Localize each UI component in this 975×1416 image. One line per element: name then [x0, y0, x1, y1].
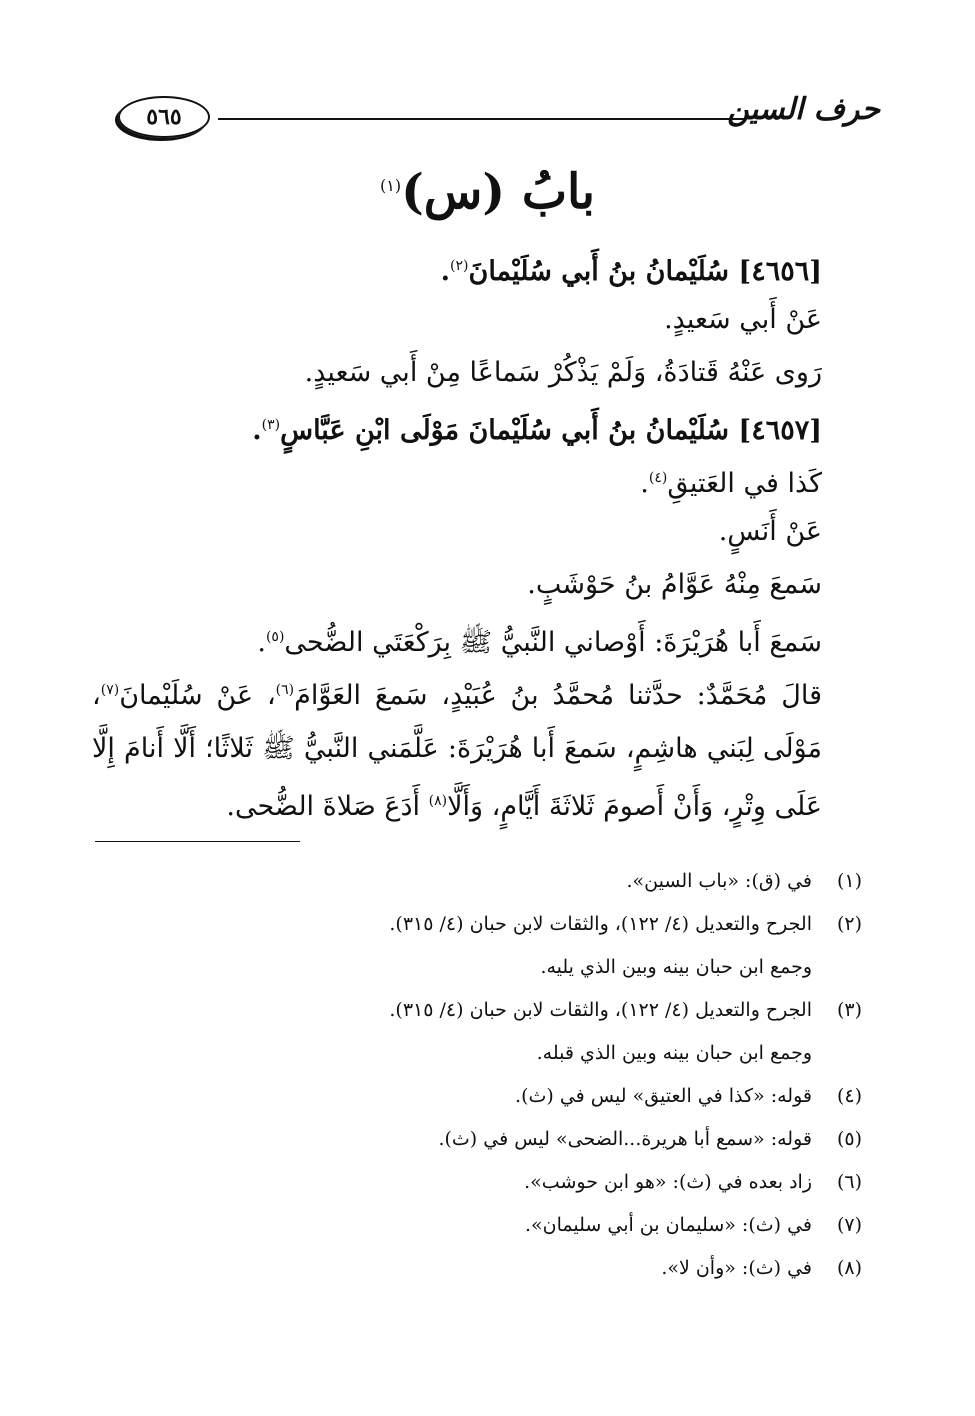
footnote-ref: (٢) [450, 258, 469, 274]
footnote [92, 1204, 862, 1247]
footnote-number: (٣) [836, 999, 862, 1021]
header-rule [218, 118, 744, 120]
page-header [110, 92, 880, 144]
footnote-text: الجرح والتعديل (٤/ ١٢٢)، والثقات لابن حبان (٤/ ٣١٥). [389, 913, 812, 935]
footnote-number: (٢) [836, 913, 862, 935]
footnote [92, 903, 862, 946]
text-line: عَنْ أَبي سَعيدٍ. [664, 304, 822, 335]
punct: . [440, 256, 451, 287]
entry-heading-text: [٤٦٥٧] سُلَيْمانُ بنُ أَبي سُلَيْمانَ مَوْلَى ابْنِ عَبَّاسٍ [280, 415, 822, 446]
footnote-number: (٤) [836, 1085, 862, 1107]
text-line: سَمعَ مِنْهُ عَوَّامُ بنُ حَوْشَبٍ. [527, 569, 822, 600]
text-line: عَنْ أَنَسٍ. [718, 516, 822, 547]
text: قالَ مُحَمَّدٌ: حدَّثنا مُحمَّدُ بنُ عُبَيْدٍ، سَمعَ العَوَّامَ [294, 680, 823, 711]
footnote-separator [95, 841, 300, 842]
footnote-ref: (٤) [648, 470, 668, 486]
footnote-ref: (٧) [100, 682, 120, 698]
text: سَمعَ أَبا هُرَيْرَةَ: أَوْصاني النَّبيُّ ﷺ بِرَكْعَتَي الضُّحى [284, 627, 822, 658]
footnote-ref: (٨) [428, 793, 448, 809]
running-head: حرف السين [727, 92, 880, 127]
text-line: رَوى عَنْهُ قَتادَةُ، وَلَمْ يَذْكُرْ سَماعًا مِنْ أَبي سَعيدٍ. [304, 357, 822, 388]
footnote-text: زاد بعده في (ث): «هو ابن حوشب». [524, 1171, 812, 1193]
footnote-text: الجرح والتعديل (٤/ ١٢٢)، والثقات لابن حبان (٤/ ٣١٥). [389, 999, 812, 1021]
footnote-ref: (٣) [261, 417, 281, 433]
footnote-text: في (ق): «باب السين». [626, 870, 812, 892]
footnote-number: (٥) [836, 1128, 862, 1150]
text: ، عَنْ سُلَيْمانَ [119, 680, 276, 711]
entry-4656-heading [92, 240, 822, 293]
footnote-text: قوله: «كذا في العتيق» ليس في (ث). [515, 1085, 812, 1107]
footnote-number: (١) [836, 870, 862, 892]
entry-heading-text: [٤٦٥٦] سُلَيْمانُ بنُ أَبي سُلَيْمانَ [468, 256, 822, 287]
footnote [92, 1118, 862, 1161]
entry-4657-heading [92, 399, 822, 452]
footnote-continuation: وجمع ابن حبان بينه وبين الذي يليه. [540, 956, 812, 978]
footnote-number: (٧) [836, 1214, 862, 1236]
text-line [92, 452, 822, 505]
footnote [92, 1075, 862, 1118]
chapter-title-text: بابُ (س) [401, 164, 595, 220]
footnote-continuation: وجمع ابن حبان بينه وبين الذي قبله. [536, 1042, 812, 1064]
footnote [92, 989, 862, 1032]
page-number: ٥٦٥ [118, 96, 210, 138]
punct: . [252, 415, 262, 446]
footnote-text: في (ث): «سليمان بن أبي سليمان». [524, 1214, 812, 1236]
footnote [92, 1161, 862, 1204]
chapter-title [0, 164, 975, 220]
footnote-number: (٨) [836, 1257, 862, 1279]
footnote [92, 860, 862, 903]
text: أَدَعَ صَلاةَ الضُّحى. [226, 791, 429, 822]
footnote-text: في (ث): «وأن لا». [661, 1257, 812, 1279]
text-line [92, 611, 822, 664]
footnote-number: (٦) [836, 1171, 862, 1193]
footnote [92, 1247, 862, 1290]
hadith-paragraph [92, 664, 822, 833]
footnote-ref: (٥) [265, 629, 285, 645]
footnote-ref: (٦) [275, 682, 295, 698]
chapter-footnote-ref: (١) [380, 176, 402, 195]
footnote-text: قوله: «سمع أبا هريرة...الضحى» ليس في (ث). [438, 1128, 812, 1150]
main-text [92, 240, 822, 833]
text: ، مَوْلَى لِبَني هاشِمٍ، سَمعَ أَبا هُرَيْرَةَ: عَلَّمَني النَّبيُّ ﷺ ثَلاثًا؛ أَلَّا أَنامَ إِلَّا عَلَى وِتْرٍ، وَأَنْ أَصومَ ثَلاثَةَ أَيَّامٍ، وَأَلَّا [92, 680, 822, 822]
punct: . [640, 468, 649, 499]
text: كَذا في العَتيقِ [667, 468, 822, 499]
punct: . [257, 627, 266, 658]
footnotes [92, 860, 862, 1290]
